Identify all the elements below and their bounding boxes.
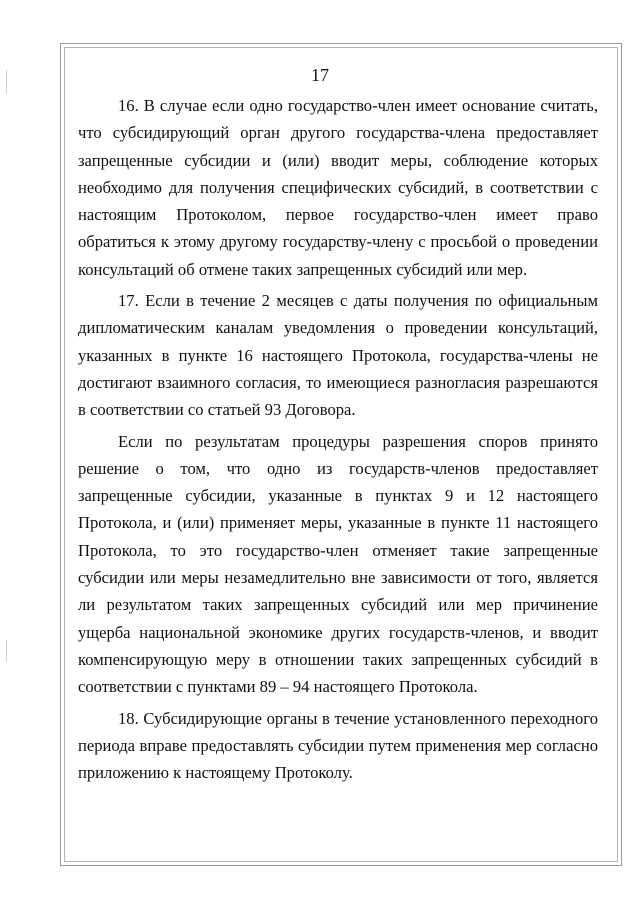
paragraph-17-continued: Если по результатам процедуры разрешения споров принято решение о том, что одно из государств-членов предоставляет запрещенные субсидии, указанные в пунктах 9 и 12 настоящего Протокола, и (или) применяет меры, указанные в пункте 11 настоящего Протокола, то это государство-член отменяет такие запрещенные субсидии или меры незамедлительно вне зависимости от того, является ли результатом таких запрещенных субсидий или мер причинение ущерба национальной экономике других государств-членов, и вводит компенсирующую меру в отношении таких запрещенных субсидий в соответствии с пунктами 89 – 94 настоящего Протокола. bbox=[78, 431, 598, 697]
paragraph-18: 18. Субсидирующие органы в течение установленного переходного периода вправе предоставлять субсидии путем применения мер согласно приложению к настоящему Протоколу. bbox=[78, 708, 598, 783]
page-number: 17 bbox=[311, 65, 329, 85]
paragraph-17: 17. Если в течение 2 месяцев с даты получения по официальным дипломатическим каналам уведомления о проведении консультаций, указанных в пункте 16 настоящего Протокола, государства-члены не достигают взаимного согласия, то имеющиеся разногласия разрешаются в соответствии со статьей 93 Договора. bbox=[78, 291, 598, 420]
scan-edge-mark-bottom bbox=[6, 640, 7, 662]
paragraph-16: 16. В случае если одно государство-член имеет основание считать, что субсидирующий орган другого государства-члена предоставляет запрещенные субсидии и (или) вводит меры, соблюдение которых необходимо для получения специфических субсидий, в соответствии с настоящим Протоколом, первое государство-член имеет право обратиться к этому другому государству-члену с просьбой о проведении консультаций об отмене таких запрещенных субсидий или мер. bbox=[78, 96, 598, 279]
document-body bbox=[78, 92, 598, 786]
